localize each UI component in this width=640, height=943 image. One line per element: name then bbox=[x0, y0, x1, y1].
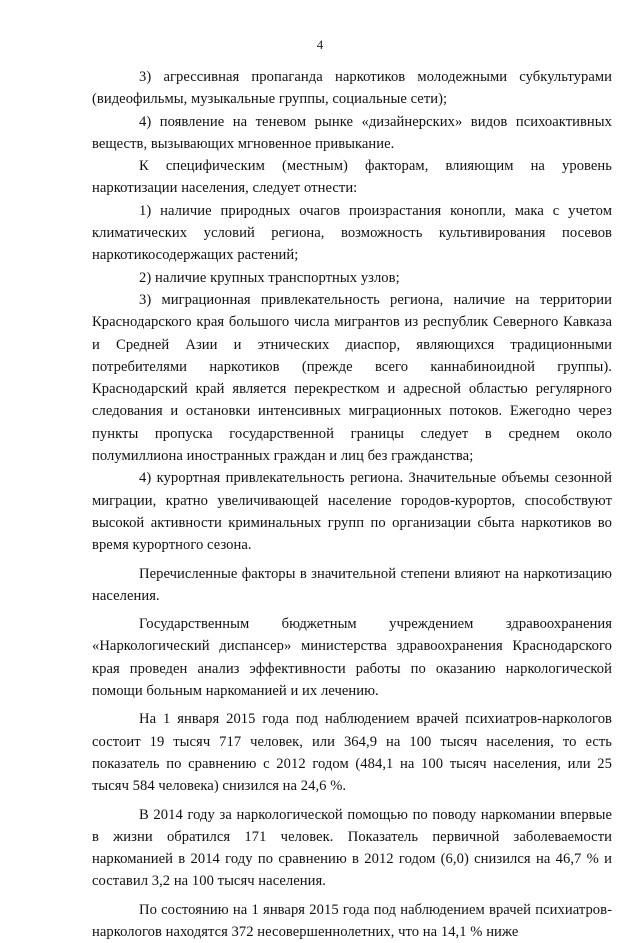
paragraph-4: 1) наличие природных очагов произрастания конопли, мака с учетом климатических условий региона, возможность культивирования посевов наркотикосодержащих растений; bbox=[92, 202, 612, 264]
paragraph-5: 2) наличие крупных транспортных узлов; bbox=[139, 269, 400, 286]
paragraph-1: 3) агрессивная пропаганда наркотиков молодежными субкультурами (видеофильмы, музыкальные группы, социальные сети); bbox=[92, 69, 612, 108]
paragraph-8: Перечисленные факторы в значительной степени влияют на наркотизацию населения. bbox=[92, 565, 612, 604]
paragraph-3: К специфическим (местным) факторам, влияющим на уровень наркотизации населения, следует отнести: bbox=[92, 158, 612, 197]
page-number: 4 bbox=[316, 37, 324, 52]
paragraph-6: 3) миграционная привлекательность региона, наличие на территории Краснодарского края большого числа мигрантов из республик Северного Кавказа и Средней Азии и этнических диаспор, являющихся традиционными потребителями наркотиков (прежде всего каннабиноидной группы). Краснодарский край является перекрестком и адресной областью регулярного следования и остановки интенсивных миграционных потоков. Ежегодно через пункты пропуска государственной границы следует в среднем около полумиллиона иностранных граждан и лиц без гражданства; bbox=[92, 291, 612, 465]
paragraph-10: На 1 января 2015 года под наблюдением врачей психиатров-наркологов состоит 19 тысяч 717 человек, или 364,9 на 100 тысяч населения, то есть показатель по сравнению с 2012 годом (484,1 на 100 тысяч населения, или 25 тысяч 584 человека) снизился на 24,6 %. bbox=[92, 711, 612, 795]
document-body bbox=[92, 66, 612, 943]
paragraph-2: 4) появление на теневом рынке «дизайнерских» видов психоактивных веществ, вызывающих мгновенное привыкание. bbox=[92, 113, 612, 152]
paragraph-9: Государственным бюджетным учреждением здравоохранения «Наркологический диспансер» министерства здравоохранения Краснодарского края проведен анализ эффективности работы по оказанию наркологической помощи больным наркоманией и их лечению. bbox=[92, 616, 612, 700]
paragraph-7: 4) курортная привлекательность региона. Значительные объемы сезонной миграции, кратно увеличивающей население городов-курортов, способствуют высокой активности криминальных групп по организации сбыта наркотиков во время курортного сезона. bbox=[92, 470, 612, 554]
paragraph-11: В 2014 году за наркологической помощью по поводу наркомании впервые в жизни обратился 171 человек. Показатель первичной заболеваемости наркоманией в 2014 году по сравнению в 2012 годом (6,0) снизился на 46,7 % и составил 3,2 на 100 тысяч населения. bbox=[92, 806, 612, 890]
paragraph-12: По состоянию на 1 января 2015 года под наблюдением врачей психиатров-наркологов находятся 372 несовершеннолетних, что на 14,1 % ниже bbox=[92, 901, 612, 940]
